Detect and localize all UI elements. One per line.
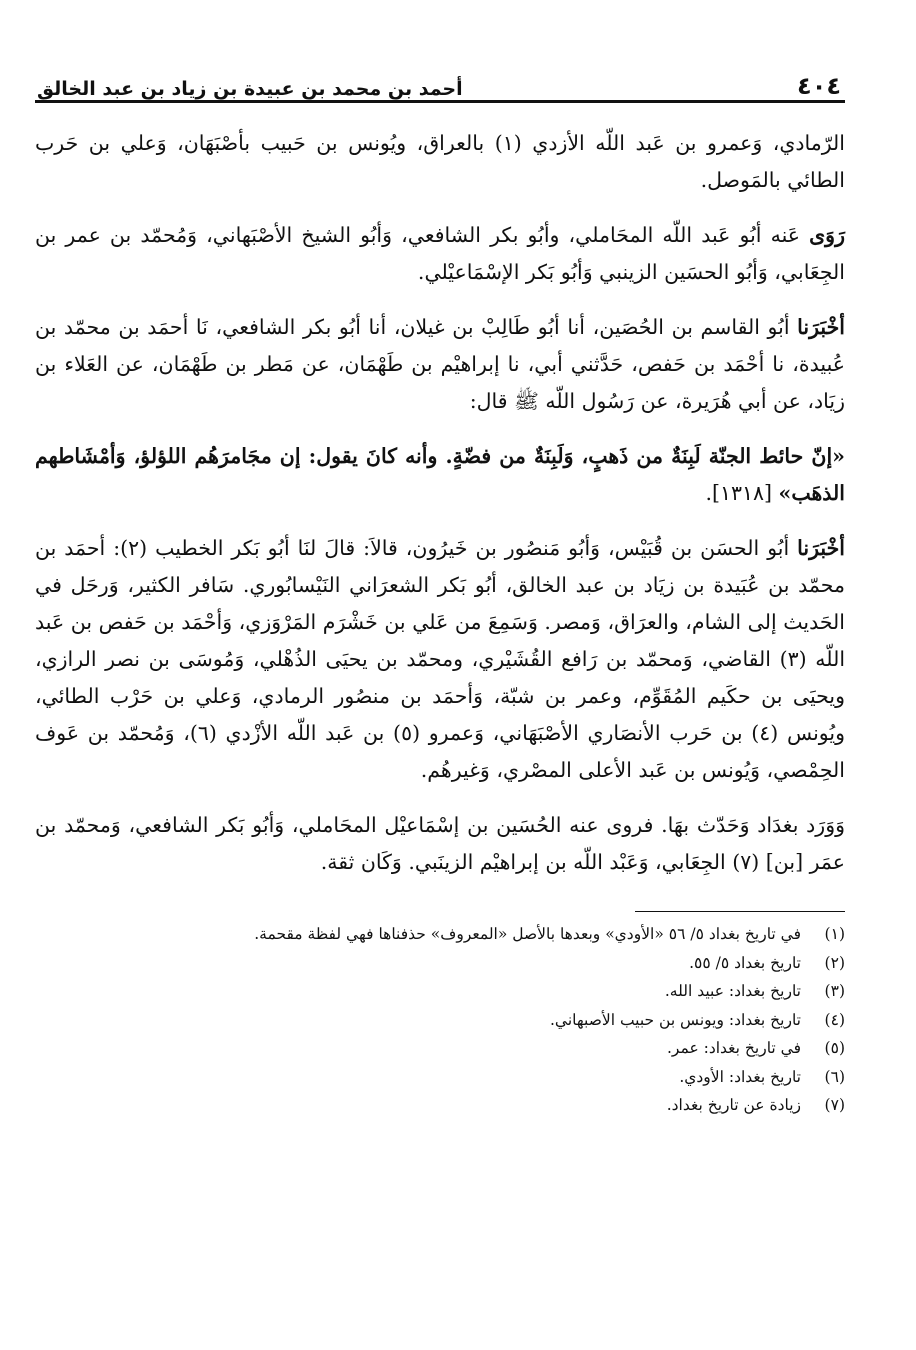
footnote bbox=[35, 1091, 845, 1120]
page-header bbox=[35, 60, 845, 103]
footnote-text: تاريخ بغداد: عبيد الله. bbox=[664, 982, 801, 1000]
paragraph bbox=[35, 309, 845, 420]
paragraph bbox=[35, 807, 845, 881]
footnote-number: (٧) bbox=[824, 1096, 845, 1114]
paragraph-lead: أخْبَرَنا bbox=[797, 315, 845, 339]
paragraph bbox=[35, 217, 845, 291]
footnote-number: (٣) bbox=[824, 982, 845, 1000]
footnote bbox=[35, 1063, 845, 1092]
paragraph-text: أبُو الحسَن بن قُبَيْس، وَأبُو مَنصُور بن خَيرُون، قالاَ: قالَ لنَا أبُو بَكر الخطيب (٢): أحمَد بن محمّد بن عُبَيدة بن زيَاد بن عبد الخالق، أبُو بَكر الشعرَاني النَيْسابُوري. سَافر الكثير، وَرحَل في الحَديث إلى الشام، والعرَاق، وَمصر. وَسَمِعَ من عَلي بن خَشْرَم المَرْوَزي، وَأحْمَد بن حَفص بن عَبد اللّه (٣) القاضي، وَمحمّد بن رَافع القُشَيْري، ومحمّد بن يحيَى الذُهْلي، وَمُوسَى بن نصر الرازي، ويحيَى بن حكَيم المُقَوِّم، وعمر بن شبّة، وَأحمَد بن منصُور الرمادي، وَعلي بن حَرْب الطائي، ويُونس (٤) بن حَرب الأنصَاري الأصْبَهَاني، وَعمرو (٥) بن عَبد اللّه الأزْدي (٦)، وَمُحمّد بن عَوف الحِمْصي، وَيُونس بن عَبد الأعلى المصْري، وَغيرهُم. bbox=[35, 536, 846, 782]
paragraph-lead: أخْبَرَنا bbox=[797, 536, 845, 560]
footnote-text: في تاريخ بغداد: عمر. bbox=[667, 1039, 801, 1057]
footnote-text: في تاريخ بغداد ٥/ ٥٦ «الأودي» وبعدها بالأصل «المعروف» حذفناها فهي لفظة مقحمة. bbox=[254, 925, 801, 943]
footnote-number: (١) bbox=[824, 925, 845, 943]
footnote-separator bbox=[635, 911, 845, 920]
paragraph-text: وَوَرَد بغدَاد وَحَدّث بهَا. فروى عنه الحُسَين بن إسْمَاعيْل المحَاملي، وَأبُو بَكر الشافعي، وَمحمّد بن عمَر [بن] (٧) الجِعَابي، وَعَبْد اللّه بن إبراهيْم الزينَبي. وَكَان ثقة. bbox=[35, 813, 845, 874]
footnote-text: تاريخ بغداد: ويونس بن حبيب الأصبهاني. bbox=[550, 1010, 801, 1029]
footnotes-list bbox=[35, 920, 845, 1120]
hadith-text: «إنّ حائط الجنّة لَبِنَةٌ من ذَهبٍ، وَلَبِنَةٌ من فضّةٍ. وأنه كانَ يقول: إن مجَامرَهُم اللؤلؤ، وَأمْشَاطهم الذهَب» bbox=[35, 444, 845, 505]
hadith-reference: [١٣١٨]. bbox=[705, 481, 772, 505]
footnote bbox=[35, 920, 845, 949]
main-text bbox=[35, 125, 845, 881]
footnote-number: (٢) bbox=[824, 953, 845, 972]
footnote-number: (٤) bbox=[824, 1010, 845, 1029]
paragraph-lead: رَوَى bbox=[809, 223, 845, 247]
footnote-text: زيادة عن تاريخ بغداد. bbox=[666, 1096, 801, 1114]
book-page bbox=[35, 60, 845, 1120]
footnote-number: (٦) bbox=[824, 1067, 845, 1086]
paragraph-text: عَنه أبُو عَبد اللّه المحَاملي، وأبُو بكر الشافعي، وَأبُو الشيخ الأصْبَهاني، وَمُحمّد بن عمر بن الجِعَابي، وَأبُو الحسَين الزينبي وَأبُو بَكر الإسْمَاعيْلي. bbox=[35, 223, 845, 284]
paragraph-text: أبُو القاسم بن الحُصَين، أنا أبُو طَالِبْ بن غيلان، أنا أبُو بكر الشافعي، نَا أحمَد بن محمّد بن عُبيدة، نا أحْمَد بن حَفص، حَدَّثني أبي، نا إبراهيْم بن طَهْمَان، عن مَطر بن طَهْمَان، عن العَلاء بن زيَاد، عن أبي هُرَيرة، عن رَسُول اللّه ﷺ قال: bbox=[35, 315, 845, 413]
footnote-text: تاريخ بغداد: الأودي. bbox=[679, 1067, 801, 1086]
page-number: ٤٠٤ bbox=[797, 72, 841, 100]
paragraph bbox=[35, 530, 845, 789]
footnote bbox=[35, 1034, 845, 1063]
footnote-text: تاريخ بغداد ٥/ ٥٥. bbox=[689, 953, 801, 972]
paragraph-text: الرّمادي، وَعمرو بن عَبد اللّه الأزدي (١) بالعراق، ويُونس بن حَبيب بأصْبَهَان، وَعلي بن حَرب الطائي بالمَوصل. bbox=[35, 131, 845, 192]
paragraph bbox=[35, 125, 845, 199]
running-title: أحمد بن محمد بن عبيدة بن زياد بن عبد الخالق bbox=[37, 78, 463, 100]
footnote bbox=[35, 1006, 845, 1035]
footnote bbox=[35, 977, 845, 1006]
hadith-paragraph bbox=[35, 438, 845, 512]
footnote-number: (٥) bbox=[824, 1039, 845, 1057]
footnote bbox=[35, 949, 845, 978]
